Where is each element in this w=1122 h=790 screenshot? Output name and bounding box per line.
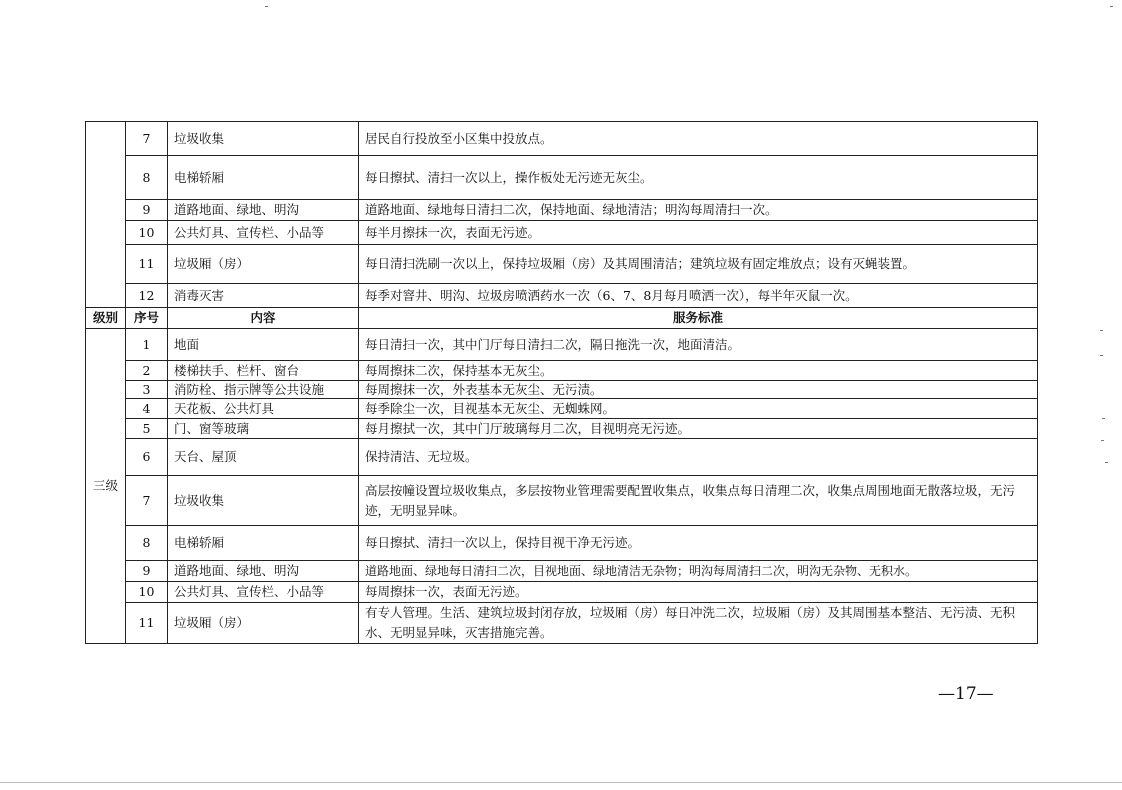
table-row xyxy=(86,122,1038,156)
row-content: 楼梯扶手、栏杆、窗台 xyxy=(168,361,359,381)
row-standard: 每日清扫一次，其中门厅每日清扫二次，隔日拖洗一次，地面清洁。 xyxy=(359,329,1038,361)
row-index: 10 xyxy=(126,582,168,603)
table-row xyxy=(86,381,1038,399)
row-index: 5 xyxy=(126,419,168,439)
table-row xyxy=(86,399,1038,419)
row-content: 道路地面、绿地、明沟 xyxy=(168,200,359,221)
table-row xyxy=(86,476,1038,526)
header-index: 序号 xyxy=(126,308,168,329)
row-standard: 每日擦拭、清扫一次以上，保持目视干净无污迹。 xyxy=(359,526,1038,561)
row-standard: 保持清洁、无垃圾。 xyxy=(359,439,1038,476)
scan-speck xyxy=(265,6,268,7)
table-row xyxy=(86,526,1038,561)
row-index: 6 xyxy=(126,439,168,476)
row-index: 8 xyxy=(126,526,168,561)
header-standard: 服务标准 xyxy=(359,308,1038,329)
row-content: 电梯轿厢 xyxy=(168,156,359,200)
table-row xyxy=(86,156,1038,200)
scan-speck xyxy=(1101,440,1104,441)
table-row xyxy=(86,561,1038,582)
row-content: 垃圾厢（房） xyxy=(168,245,359,284)
scan-speck xyxy=(1100,355,1103,356)
row-index: 3 xyxy=(126,381,168,399)
table-row xyxy=(86,439,1038,476)
row-standard: 每周擦抹一次，外表基本无灰尘、无污渍。 xyxy=(359,381,1038,399)
scan-speck xyxy=(1102,418,1105,419)
row-index: 7 xyxy=(126,122,168,156)
row-content: 垃圾厢（房） xyxy=(168,603,359,644)
scan-speck xyxy=(1100,330,1103,331)
table-header-row xyxy=(86,308,1038,329)
table-row xyxy=(86,603,1038,644)
row-content: 公共灯具、宣传栏、小品等 xyxy=(168,582,359,603)
row-standard: 每月擦拭一次，其中门厅玻璃每月二次，目视明亮无污迹。 xyxy=(359,419,1038,439)
row-standard: 每日擦拭、清扫一次以上，操作板处无污迹无灰尘。 xyxy=(359,156,1038,200)
row-standard: 每季除尘一次，目视基本无灰尘、无蜘蛛网。 xyxy=(359,399,1038,419)
header-content: 内容 xyxy=(168,308,359,329)
scan-speck xyxy=(1110,6,1113,7)
row-index: 11 xyxy=(126,603,168,644)
row-content: 地面 xyxy=(168,329,359,361)
row-index: 1 xyxy=(126,329,168,361)
row-content: 垃圾收集 xyxy=(168,122,359,156)
level-cell-continued xyxy=(86,122,126,308)
row-standard: 每日清扫洗刷一次以上，保持垃圾厢（房）及其周围清洁；建筑垃圾有固定堆放点；设有灭蝇装置。 xyxy=(359,245,1038,284)
table-row xyxy=(86,582,1038,603)
row-standard: 每周擦抹二次，保持基本无灰尘。 xyxy=(359,361,1038,381)
table-row xyxy=(86,361,1038,381)
row-standard: 道路地面、绿地每日清扫二次，目视地面、绿地清洁无杂物；明沟每周清扫二次，明沟无杂物、无积水。 xyxy=(359,561,1038,582)
level-three-cell: 三级 xyxy=(86,329,126,644)
row-content: 天花板、公共灯具 xyxy=(168,399,359,419)
row-content: 天台、屋顶 xyxy=(168,439,359,476)
row-index: 11 xyxy=(126,245,168,284)
row-standard: 道路地面、绿地每日清扫二次，保持地面、绿地清洁；明沟每周清扫一次。 xyxy=(359,200,1038,221)
row-index: 2 xyxy=(126,361,168,381)
row-index: 8 xyxy=(126,156,168,200)
scan-edge-line xyxy=(0,782,1122,783)
row-content: 公共灯具、宣传栏、小品等 xyxy=(168,221,359,245)
row-index: 9 xyxy=(126,561,168,582)
header-level: 级别 xyxy=(86,308,126,329)
table-row xyxy=(86,419,1038,439)
row-content: 门、窗等玻璃 xyxy=(168,419,359,439)
row-content: 消防栓、指示牌等公共设施 xyxy=(168,381,359,399)
row-content: 垃圾收集 xyxy=(168,476,359,526)
row-index: 10 xyxy=(126,221,168,245)
row-content: 电梯轿厢 xyxy=(168,526,359,561)
scan-speck xyxy=(1105,462,1108,463)
service-standard-table xyxy=(85,121,1038,644)
row-index: 12 xyxy=(126,284,168,308)
row-standard: 每半月擦抹一次，表面无污迹。 xyxy=(359,221,1038,245)
row-standard: 居民自行投放至小区集中投放点。 xyxy=(359,122,1038,156)
table-row xyxy=(86,200,1038,221)
row-index: 9 xyxy=(126,200,168,221)
table-row xyxy=(86,284,1038,308)
page-number: —17— xyxy=(938,684,994,704)
row-standard: 每季对窨井、明沟、垃圾房喷洒药水一次（6、7、8月每月喷洒一次），每半年灭鼠一次。 xyxy=(359,284,1038,308)
table-row xyxy=(86,221,1038,245)
row-content: 道路地面、绿地、明沟 xyxy=(168,561,359,582)
row-standard: 有专人管理。生活、建筑垃圾封闭存放，垃圾厢（房）每日冲洗二次，垃圾厢（房）及其周围基本整洁、无污渍、无积水、无明显异味，灭害措施完善。 xyxy=(359,603,1038,644)
table-row xyxy=(86,245,1038,284)
row-index: 7 xyxy=(126,476,168,526)
row-standard: 高层按幢设置垃圾收集点，多层按物业管理需要配置收集点，收集点每日清理二次，收集点周围地面无散落垃圾，无污迹，无明显异味。 xyxy=(359,476,1038,526)
row-content: 消毒灭害 xyxy=(168,284,359,308)
row-index: 4 xyxy=(126,399,168,419)
row-standard: 每周擦抹一次，表面无污迹。 xyxy=(359,582,1038,603)
table-row xyxy=(86,329,1038,361)
